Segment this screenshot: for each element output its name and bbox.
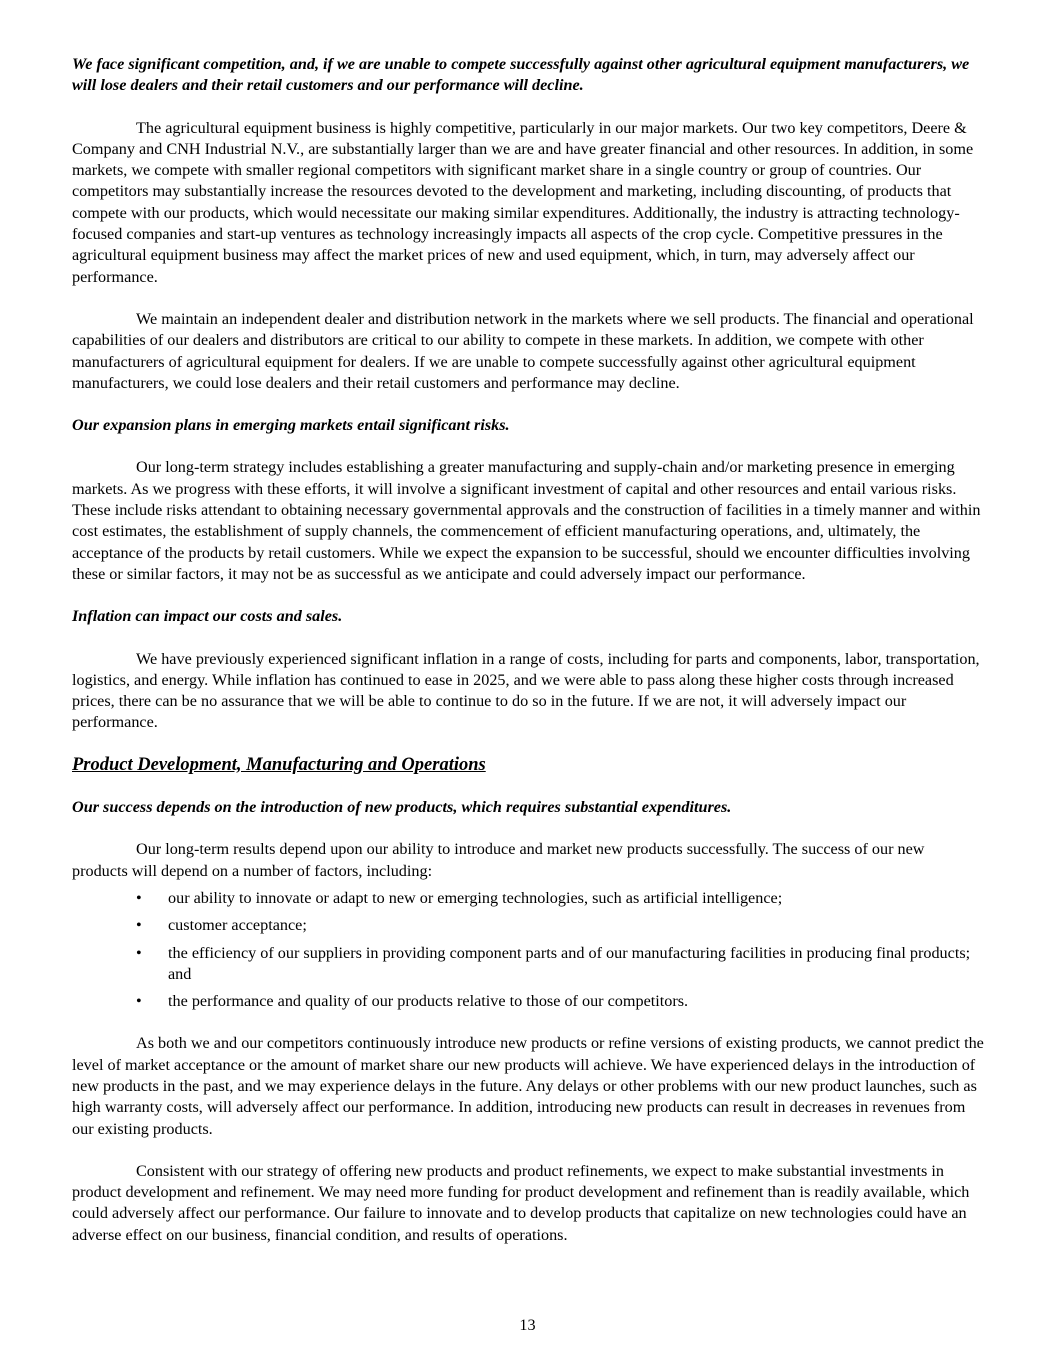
list-item-text: the performance and quality of our products relative to those of our competitors. [168,992,689,1011]
competition-heading: We face significant competition, and, if we are unable to compete successfully against other agricultural equipment manufacturers, we will lose dealers and their retail customers and our performance will decline. [72,55,970,95]
list-item [72,915,984,936]
document-page [72,54,984,1246]
bullet-icon: • [136,916,142,935]
new-products-paragraph-1: As both we and our competitors continuously introduce new products or refine versions of existing products, we cannot predict the level of market acceptance or the amount of market share our new products will achieve. We have experienced delays in the introduction of new products in the past, and we may experience delays in the future. Any delays or other problems with our new product launches, such as high warranty costs, will adversely affect our performance. In addition, introducing new products can result in decreases in revenues from our existing products. [72,1034,984,1138]
bullet-icon: • [136,943,142,962]
list-item [72,888,984,909]
competition-paragraph-1: The agricultural equipment business is highly competitive, particularly in our major markets. Our two key competitors, Deere & Company and CNH Industrial N.V., are substantially larger than we are and have greater financial and other resources. In addition, in some markets, we compete with smaller regional competitors with significant market share in a single country or group of countries. Our competitors may substantially increase the resources devoted to the development and marketing, including discounting, of products that compete with our products, which would necessitate our making similar expenditures. Additionally, the industry is attracting technology-focused companies and start-up ventures as technology increasingly impacts all aspects of the crop cycle. Competitive pressures in the agricultural equipment business may affect the market prices of new and used equipment, which, in turn, may adversely affect our performance. [72,118,974,286]
competition-paragraph-2: We maintain an independent dealer and distribution network in the markets where we sell products. The financial and operational capabilities of our dealers and distributors are critical to our ability to compete in these markets. In addition, we compete with other manufacturers of agricultural equipment for dealers. If we are unable to compete successfully against other agricultural equipment manufacturers, we could lose dealers and their retail customers and performance may decline. [72,309,974,392]
expansion-heading: Our expansion plans in emerging markets entail significant risks. [72,416,510,435]
product-development-section-title: Product Development, Manufacturing and Operations [72,754,486,775]
new-products-intro: Our long-term results depend upon our ability to introduce and market new products successfully. The success of our new products will depend on a number of factors, including: [72,840,925,880]
inflation-paragraph-1: We have previously experienced significant inflation in a range of costs, including for parts and components, labor, transportation, logistics, and energy. While inflation has continued to ease in 2025, and we were able to pass along these higher costs through increased prices, there can be no assurance that we will be able to continue to do so in the future. If we are not, it will adversely impact our performance. [72,649,980,732]
bullet-icon: • [136,888,142,907]
list-item-text: customer acceptance; [168,916,307,935]
new-products-heading: Our success depends on the introduction of new products, which requires substantial expenditures. [72,798,732,817]
expansion-paragraph-1: Our long-term strategy includes establishing a greater manufacturing and supply-chain and/or marketing presence in emerging markets. As we progress with these efforts, it will involve a significant investment of capital and other resources and entail various risks. These include risks attendant to obtaining necessary governmental approvals and the construction of facilities in a timely manner and within cost estimates, the establishment of supply channels, the commencement of efficient manufacturing operations, and, ultimately, the acceptance of the products by retail customers. While we expect the expansion to be successful, should we encounter difficulties involving these or similar factors, it may not be as successful as we anticipate and could adversely impact our performance. [72,458,981,583]
factors-list [72,888,984,1012]
page-number: 13 [519,1316,536,1334]
bullet-icon: • [136,992,142,1011]
inflation-heading: Inflation can impact our costs and sales. [72,607,343,626]
new-products-paragraph-2: Consistent with our strategy of offering new products and product refinements, we expect to make substantial investments in product development and refinement. We may need more funding for product development and refinement than is readily available, which could adversely affect our performance. Our failure to innovate and to develop products that capitalize on new technologies could have an adverse effect on our business, financial condition, and results of operations. [72,1161,970,1244]
list-item-text: the efficiency of our suppliers in providing component parts and of our manufacturing facilities in producing final products; and [168,943,971,983]
list-item-text: our ability to innovate or adapt to new or emerging technologies, such as artificial intelligence; [168,888,783,907]
list-item [72,943,984,986]
list-item [72,991,984,1012]
